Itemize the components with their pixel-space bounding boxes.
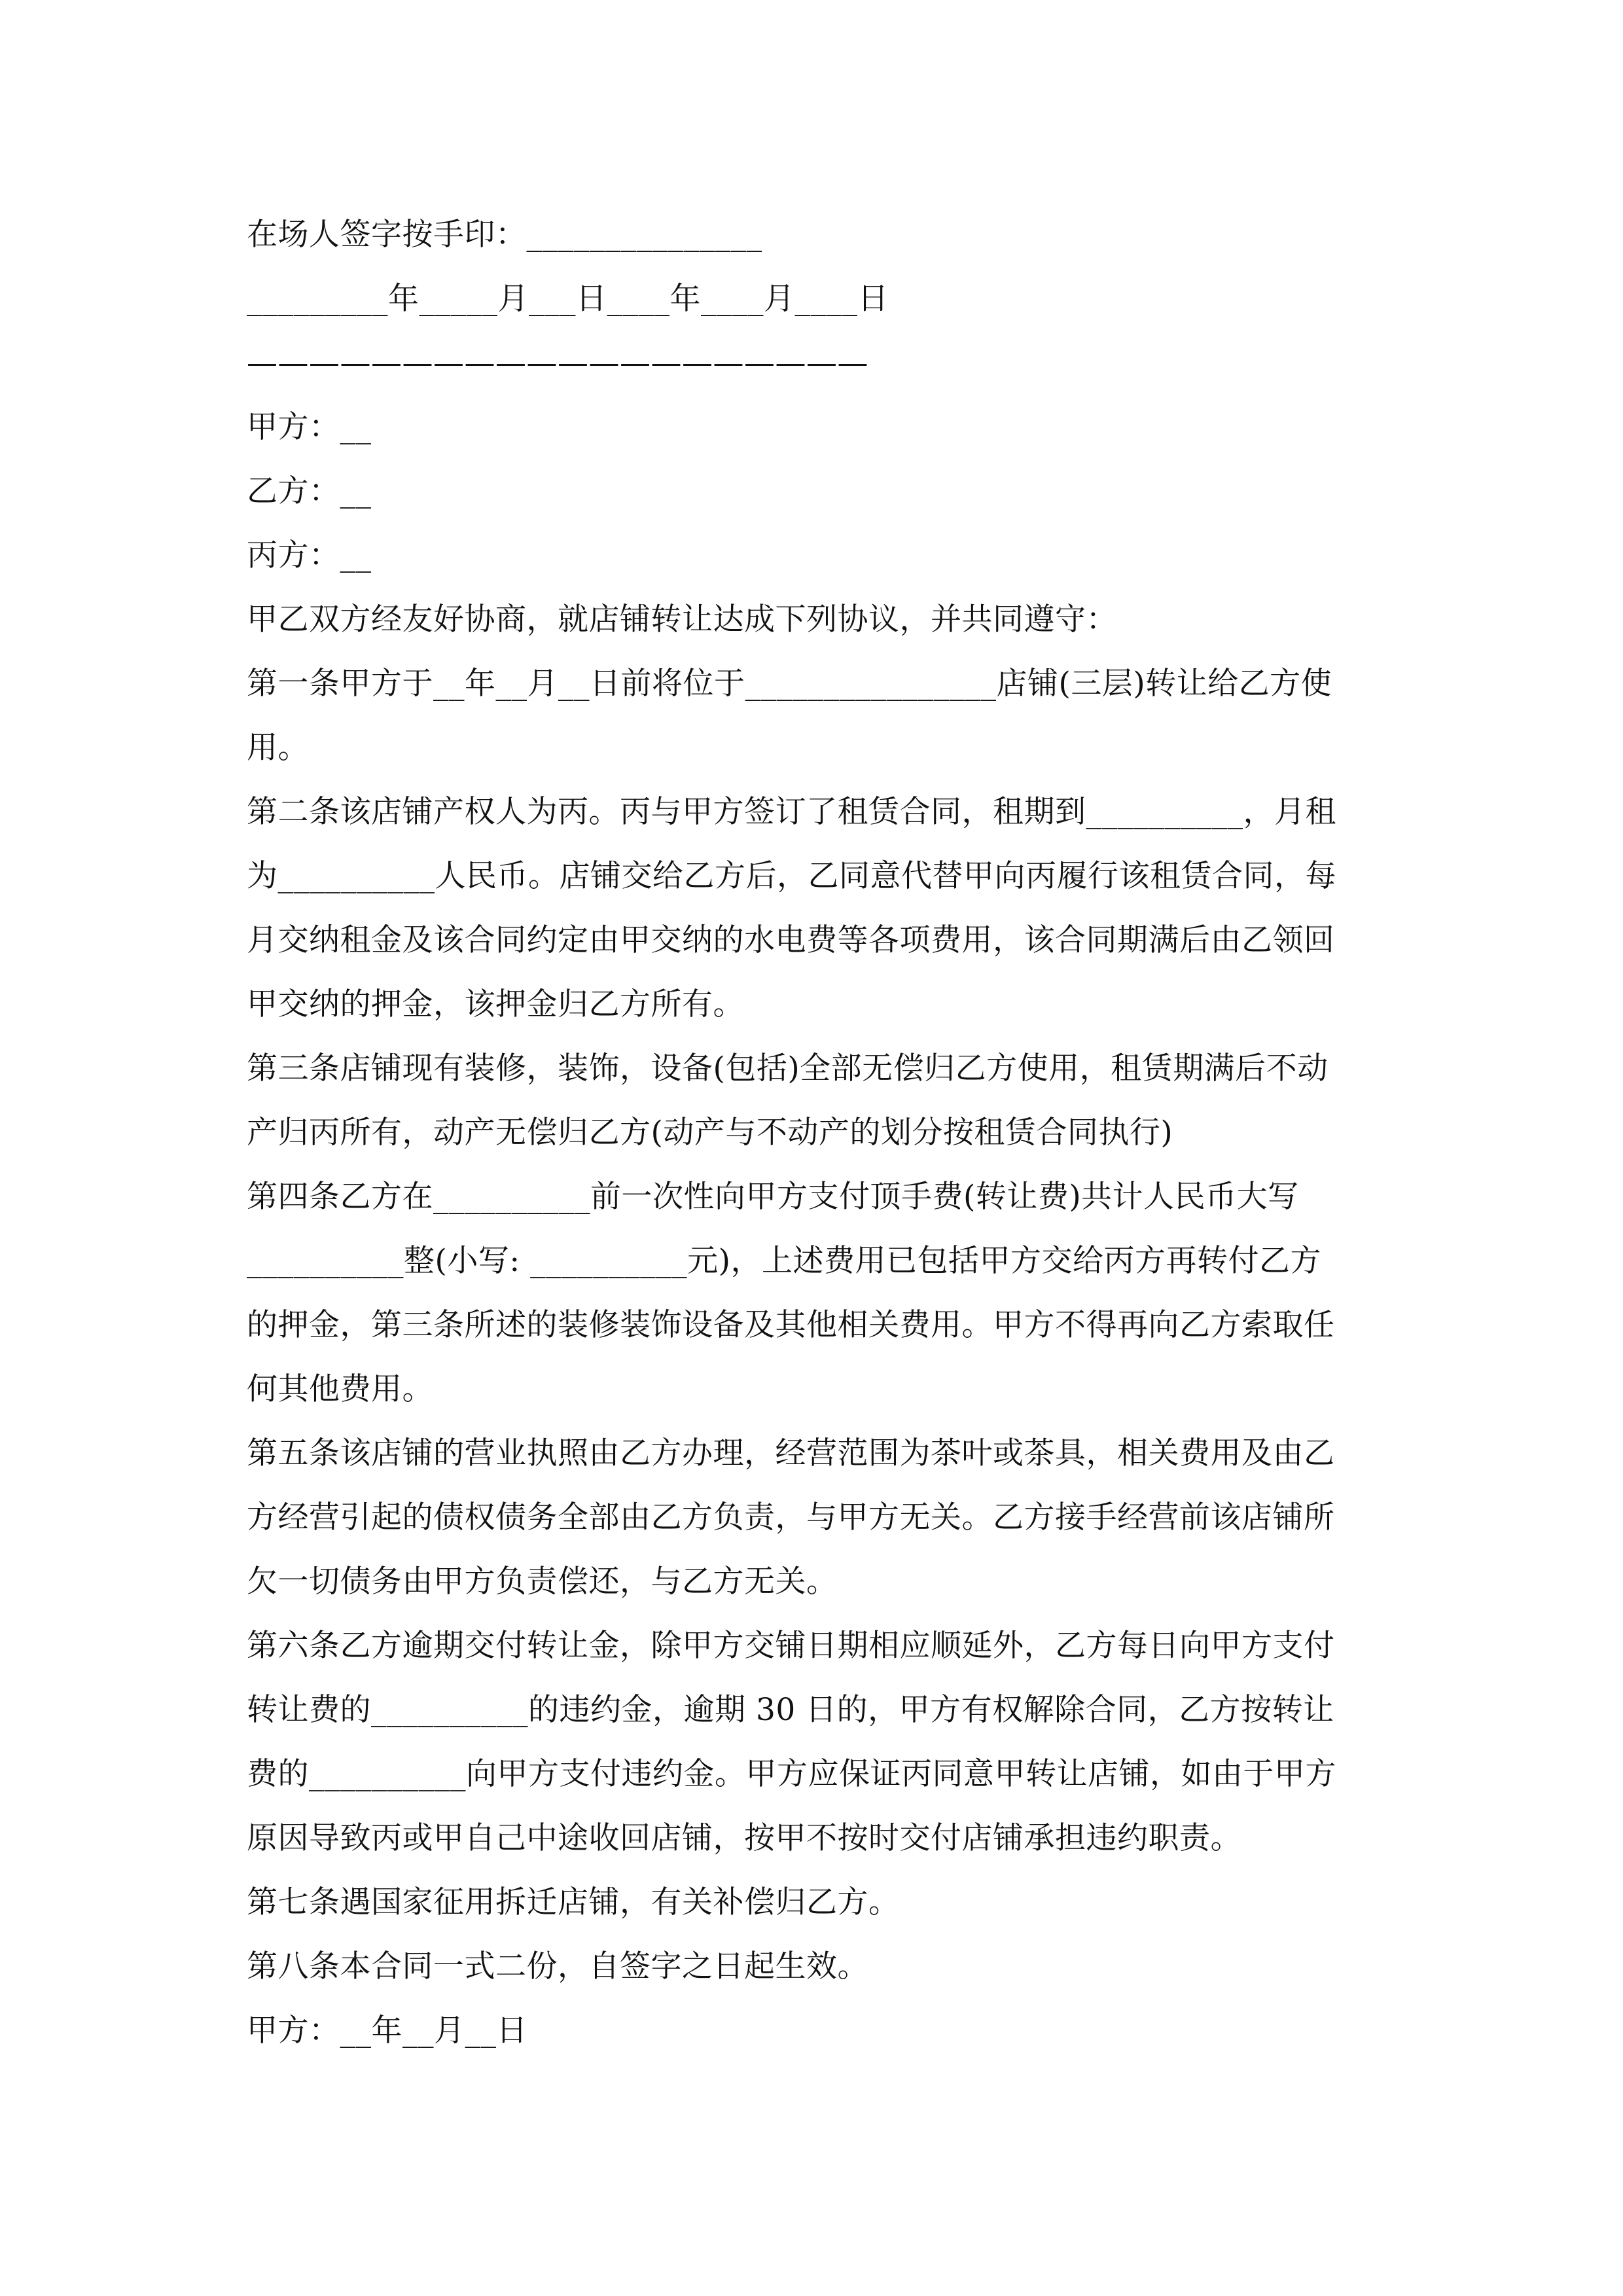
- article-6-line-4: 原因导致丙或甲自己中途收回店铺，按甲不按时交付店铺承担违约职责。: [247, 1820, 1241, 1856]
- article-1-line-2: 用。: [247, 730, 309, 766]
- date-line: _________年_____月___日____年____月____日: [247, 281, 889, 317]
- article-5-line-1: 第五条该店铺的营业执照由乙方办理，经营范围为茶叶或茶具，相关费用及由乙: [247, 1435, 1335, 1471]
- article-4-line-1: 第四条乙方在__________前一次性向甲方支付顶手费(转让费)共计人民币大写: [247, 1179, 1299, 1215]
- article-2-line-4: 甲交纳的押金，该押金归乙方所有。: [247, 986, 744, 1022]
- intro-line: 甲乙双方经友好协商，就店铺转让达成下列协议，并共同遵守：: [247, 601, 1117, 637]
- document-body: [247, 203, 1379, 2063]
- article-3-line-2: 产归丙所有，动产无偿归乙方(动产与不动产的划分按租赁合同执行): [247, 1115, 1173, 1151]
- article-4-line-2: __________整(小写: __________元)，上述费用已包括甲方交给丙方再转付乙方: [247, 1243, 1321, 1279]
- party-a-line: 甲方：__: [247, 409, 372, 445]
- article-4-line-4: 何其他费用。: [247, 1371, 433, 1407]
- article-7-line: 第七条遇国家征用拆迁店铺，有关补偿归乙方。: [247, 1884, 900, 1920]
- article-8-line: 第八条本合同一式二份，自签字之日起生效。: [247, 1948, 868, 1984]
- article-2-line-1: 第二条该店铺产权人为丙。丙与甲方签订了租赁合同，租期到__________，月租: [247, 794, 1336, 830]
- article-3-line-1: 第三条店铺现有装修，装饰，设备(包括)全部无偿归乙方使用，租赁期满后不动: [247, 1050, 1329, 1086]
- article-2-line-2: 为__________人民币。店铺交给乙方后，乙同意代替甲向丙履行该租赁合同，每: [247, 858, 1336, 894]
- article-4-line-3: 的押金，第三条所述的装修装饰设备及其他相关费用。甲方不得再向乙方索取任: [247, 1307, 1335, 1343]
- article-6-line-2: 转让费的__________的违约金，逾期 30 日的，甲方有权解除合同，乙方按转让: [247, 1692, 1334, 1728]
- article-6-line-1: 第六条乙方逾期交付转让金，除甲方交铺日期相应顺延外，乙方每日向甲方支付: [247, 1628, 1335, 1664]
- separator-line: ————————————————————: [247, 345, 868, 381]
- article-1-line-1: 第一条甲方于__年__月__日前将位于________________店铺(三层)转让给乙方使: [247, 666, 1332, 702]
- witness-signature-line: 在场人签字按手印：_______________: [247, 217, 762, 253]
- party-b-line: 乙方：__: [247, 473, 372, 509]
- party-a-date-line: 甲方：__年__月__日: [247, 2013, 527, 2049]
- article-6-line-3: 费的__________向甲方支付违约金。甲方应保证丙同意甲转让店铺，如由于甲方: [247, 1756, 1336, 1792]
- party-c-line: 丙方：__: [247, 537, 372, 573]
- article-2-line-3: 月交纳租金及该合同约定由甲交纳的水电费等各项费用，该合同期满后由乙领回: [247, 922, 1335, 958]
- article-5-line-2: 方经营引起的债权债务全部由乙方负责，与甲方无关。乙方接手经营前该店铺所: [247, 1499, 1335, 1535]
- article-5-line-3: 欠一切债务由甲方负责偿还，与乙方无关。: [247, 1564, 838, 1600]
